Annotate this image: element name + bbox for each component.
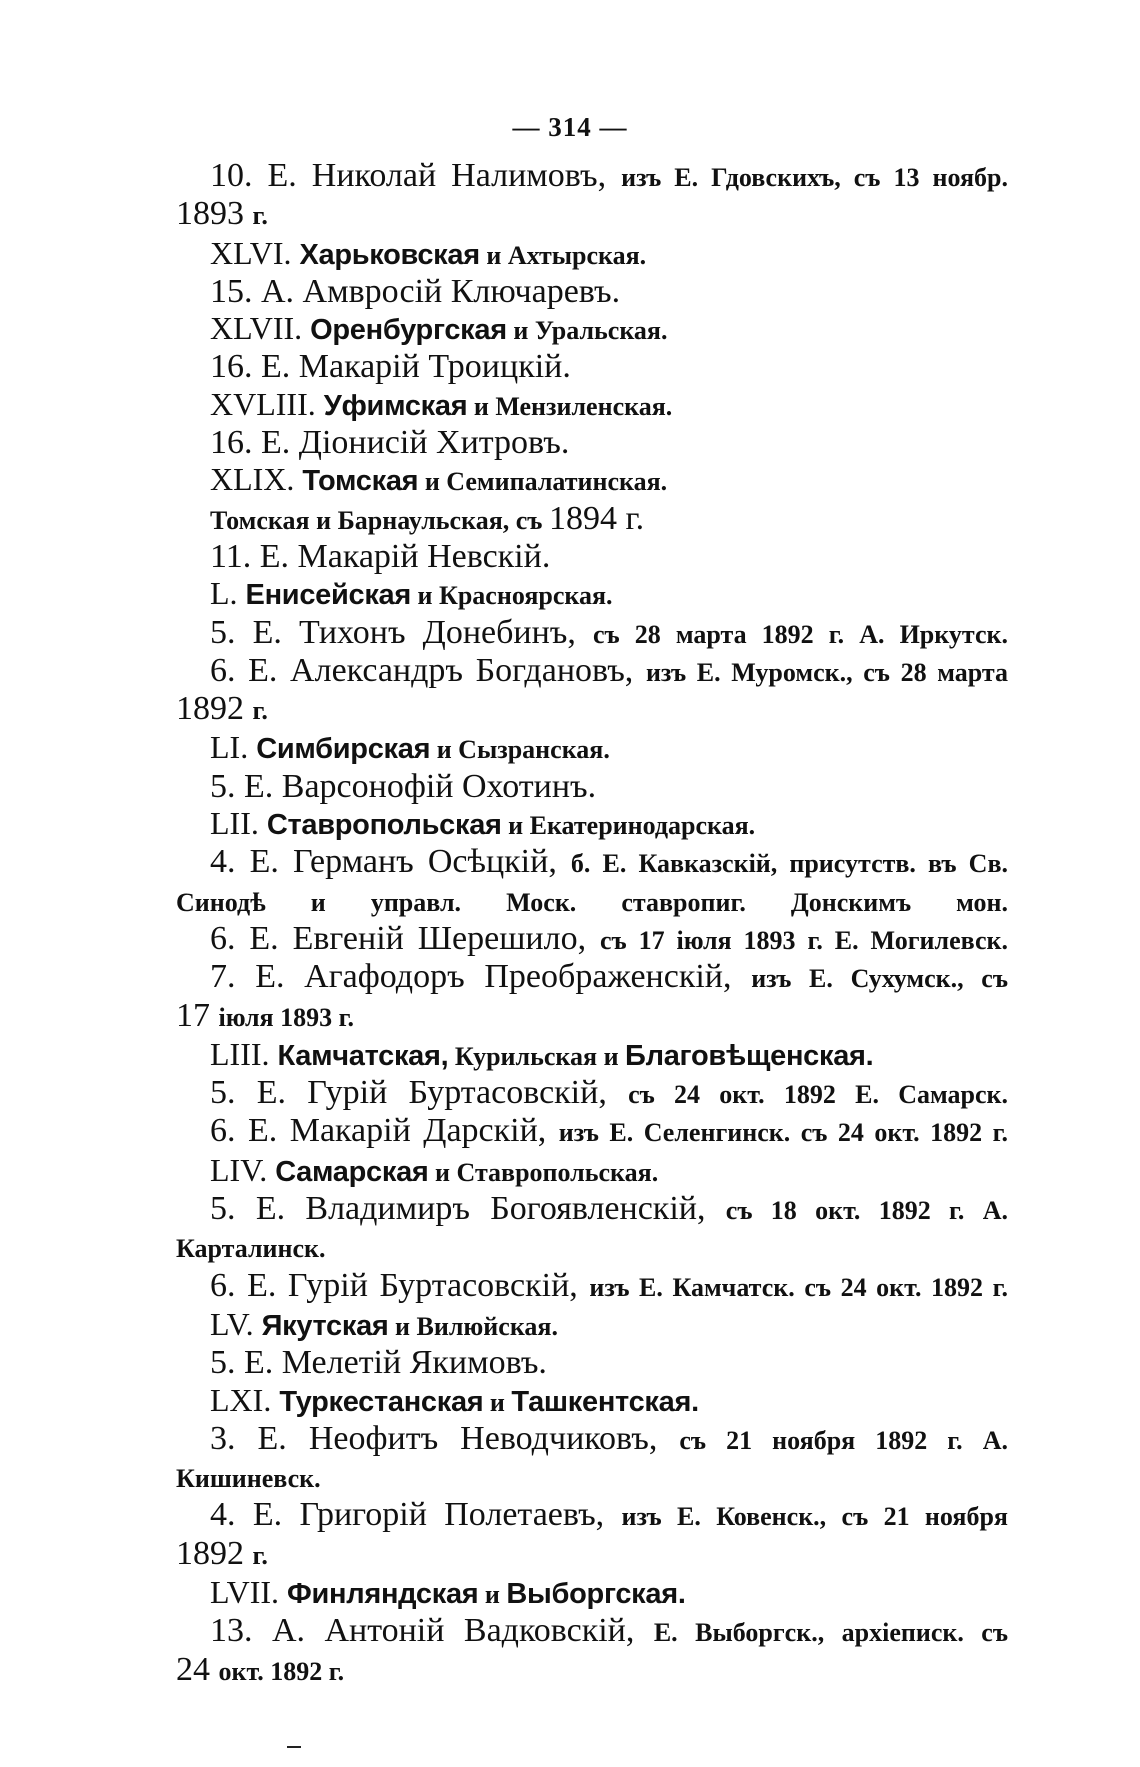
entry-name: 6. Е. Макарій Дарскій, <box>210 1112 559 1150</box>
diocese-name: Енисейская <box>245 579 412 612</box>
entry-name: 6. Е. Евгеній Шерешило, <box>210 919 600 957</box>
diocese-subtitle: и Сызранская. <box>430 735 610 765</box>
text-line <box>176 539 1008 575</box>
diocese-subtitle: и <box>478 1579 507 1609</box>
text-line <box>176 1613 1008 1651</box>
diocese-subtitle: и <box>483 1387 512 1417</box>
text-line <box>176 501 1008 539</box>
entry-details: Карталинск. <box>176 1234 326 1264</box>
text-line <box>176 158 1008 196</box>
entry-name: 16. Е. Макарій Троицкій. <box>210 348 571 386</box>
section-numeral: LIV. <box>210 1151 276 1188</box>
entry-name: 4. Е. Григорій Полетаевъ, <box>210 1496 622 1534</box>
text-line <box>176 1268 1008 1306</box>
section-numeral: XVLIII. <box>210 385 324 422</box>
entry-name: 15. А. Амвросій Ключаревъ. <box>210 272 621 310</box>
line-part: Томская и Барнаульская, съ <box>210 505 549 535</box>
text-line <box>176 959 1008 997</box>
entry-name: 11. Е. Макарій Невскій. <box>210 537 551 575</box>
text-line <box>176 921 1008 959</box>
entry-details: изъ Е. Гдовскихъ, съ 13 ноябр. <box>621 163 1008 192</box>
section-numeral: LVII. <box>210 1573 288 1610</box>
diocese-subtitle: и Вилюйская. <box>388 1311 558 1341</box>
entry-details: Синодѣ и управл. Моск. ставропиг. Донскимъ мон. <box>176 887 1008 917</box>
text-line <box>176 274 1008 310</box>
entry-name: 10. Е. Николай Налимовъ, <box>210 157 622 194</box>
diocese-name: Оренбургская <box>310 314 507 347</box>
entry-name: 5. Е. Тихонъ Донебинъ, <box>210 613 593 651</box>
diocese-name: Самарская <box>275 1155 429 1188</box>
diocese-name: Туркестанская <box>279 1385 484 1418</box>
diocese-name: Ташкентская. <box>511 1385 699 1418</box>
entry-details: изъ Е. Муромск., съ 28 марта <box>645 657 1008 687</box>
entry-name: 17 <box>176 996 219 1034</box>
section-numeral: XLIX. <box>210 461 303 498</box>
text-line <box>176 1075 1008 1113</box>
section-numeral: XLVI. <box>210 234 300 271</box>
text-line <box>176 1497 1008 1535</box>
entry-details: изъ Е. Ковенск., съ 21 ноября <box>621 1502 1008 1532</box>
entry-details: г. <box>252 696 268 726</box>
entry-details: г. <box>252 201 268 231</box>
section-numeral: XLVII. <box>210 310 311 347</box>
diocese-subtitle: и Ахтырская. <box>479 240 647 270</box>
entry-name: 6. Е. Гурій Буртасовскій, <box>210 1266 590 1304</box>
text-line <box>176 615 1008 653</box>
diocese-name: Уфимская <box>323 389 468 422</box>
text-line <box>176 349 1008 385</box>
section-numeral: L. <box>210 575 246 612</box>
section-numeral: LIII. <box>210 1035 278 1072</box>
diocese-name: Томская <box>302 465 419 498</box>
line-part: 1894 г. <box>548 499 645 537</box>
entry-name: 5. Е. Гурій Буртасовскій, <box>210 1074 629 1112</box>
text-line <box>176 196 1008 234</box>
diocese-subtitle: и Екатеринодарская. <box>501 811 756 841</box>
diocese-subtitle: и Ставропольская. <box>428 1157 659 1187</box>
entry-details: изъ Е. Сухумск., съ <box>751 964 1009 994</box>
text-line <box>176 1113 1008 1151</box>
text-line <box>176 653 1008 691</box>
diocese-name: Финляндская <box>287 1577 479 1610</box>
entry-details: съ 28 марта 1892 г. А. Иркутск. <box>592 619 1008 649</box>
diocese-name: Харьковская <box>299 238 480 271</box>
text-line <box>176 1652 1008 1690</box>
text-line <box>176 575 1008 614</box>
text-line <box>176 998 1008 1036</box>
text-line <box>176 769 1008 805</box>
entry-name: 13. А. Антоній Вадковскій, <box>210 1612 654 1650</box>
diocese-subtitle: и Красноярская. <box>411 581 613 611</box>
entry-name: 6. Е. Александръ Богдановъ, <box>210 651 646 689</box>
entry-details: окт. 1892 г. <box>218 1656 345 1686</box>
entry-name: 1892 <box>176 690 253 728</box>
text-line <box>176 1229 1008 1267</box>
entry-name: 5. Е. Владимиръ Богоявленскій, <box>210 1190 726 1228</box>
text-line <box>176 425 1008 461</box>
section-numeral: LI. <box>210 729 257 766</box>
section-numeral: LXI. <box>210 1381 280 1418</box>
text-line <box>176 1382 1008 1421</box>
text-line <box>176 1574 1008 1613</box>
entry-name: 5. Е. Варсонофій Охотинъ. <box>210 767 597 805</box>
diocese-name: Благовѣщенская. <box>625 1039 874 1072</box>
text-line <box>176 1459 1008 1497</box>
entry-name: 24 <box>176 1650 219 1688</box>
diocese-name: Симбирская <box>256 733 431 766</box>
entry-details: б. Е. Кавказскій, присутств. въ Св. <box>570 849 1008 879</box>
diocese-name: Якутская <box>261 1309 389 1342</box>
entry-name: 1893 <box>176 195 253 233</box>
entry-details: съ 18 окт. 1892 г. А. <box>725 1196 1008 1226</box>
diocese-subtitle: и Семипалатинская. <box>418 467 668 497</box>
diocese-subtitle: Курильская и <box>448 1041 626 1071</box>
text-line <box>176 235 1008 274</box>
diocese-name: Камчатская, <box>277 1039 449 1072</box>
text-line <box>176 805 1008 844</box>
text-line <box>176 844 1008 882</box>
entry-name: 4. Е. Германъ Осѣцкій, <box>210 843 571 881</box>
diocese-name: Выборгская. <box>506 1577 686 1610</box>
entry-details: Кишиневск. <box>176 1464 321 1494</box>
bottom-dash-mark <box>287 1746 301 1748</box>
entry-details: изъ Е. Камчатск. съ 24 окт. 1892 г. <box>589 1272 1008 1302</box>
text-line <box>176 691 1008 729</box>
entry-details: съ 17 іюля 1893 г. Е. Могилевск. <box>600 925 1008 955</box>
text-line <box>176 883 1008 921</box>
entry-details: съ 21 ноября 1892 г. А. <box>679 1425 1008 1455</box>
text-line <box>176 1536 1008 1574</box>
diocese-subtitle: и Уральская. <box>506 316 668 346</box>
entry-name: 3. Е. Неофитъ Неводчиковъ, <box>210 1419 680 1457</box>
diocese-subtitle: и Мензиленская. <box>467 391 673 421</box>
entry-name: 1892 <box>176 1534 253 1572</box>
text-line <box>176 310 1008 349</box>
text-line <box>176 461 1008 500</box>
diocese-name: Ставропольская <box>266 809 502 842</box>
page-number: — 314 — <box>512 112 628 142</box>
entry-details: изъ Е. Селенгинск. съ 24 окт. 1892 г. <box>558 1118 1008 1148</box>
entry-name: 5. Е. Мелетій Якимовъ. <box>210 1344 547 1382</box>
text-line <box>176 1306 1008 1345</box>
text-line <box>176 1421 1008 1459</box>
entry-details: г. <box>252 1540 268 1570</box>
section-numeral: LV. <box>210 1305 262 1342</box>
text-line <box>176 1152 1008 1191</box>
entry-name: 7. Е. Агафодоръ Преображенскій, <box>210 958 752 996</box>
text-line <box>176 1036 1008 1075</box>
text-line <box>176 386 1008 425</box>
text-line <box>176 1191 1008 1229</box>
entry-details: іюля 1893 г. <box>218 1002 354 1032</box>
text-line <box>176 1345 1008 1381</box>
entry-details: съ 24 окт. 1892 Е. Самарск. <box>628 1080 1008 1110</box>
text-line <box>176 729 1008 768</box>
entry-details: Е. Выборгск., архіеписк. съ <box>653 1618 1008 1648</box>
entry-name: 16. Е. Діонисій Хитровъ. <box>210 424 570 462</box>
section-numeral: LII. <box>210 805 267 842</box>
text-block <box>176 158 1008 1690</box>
